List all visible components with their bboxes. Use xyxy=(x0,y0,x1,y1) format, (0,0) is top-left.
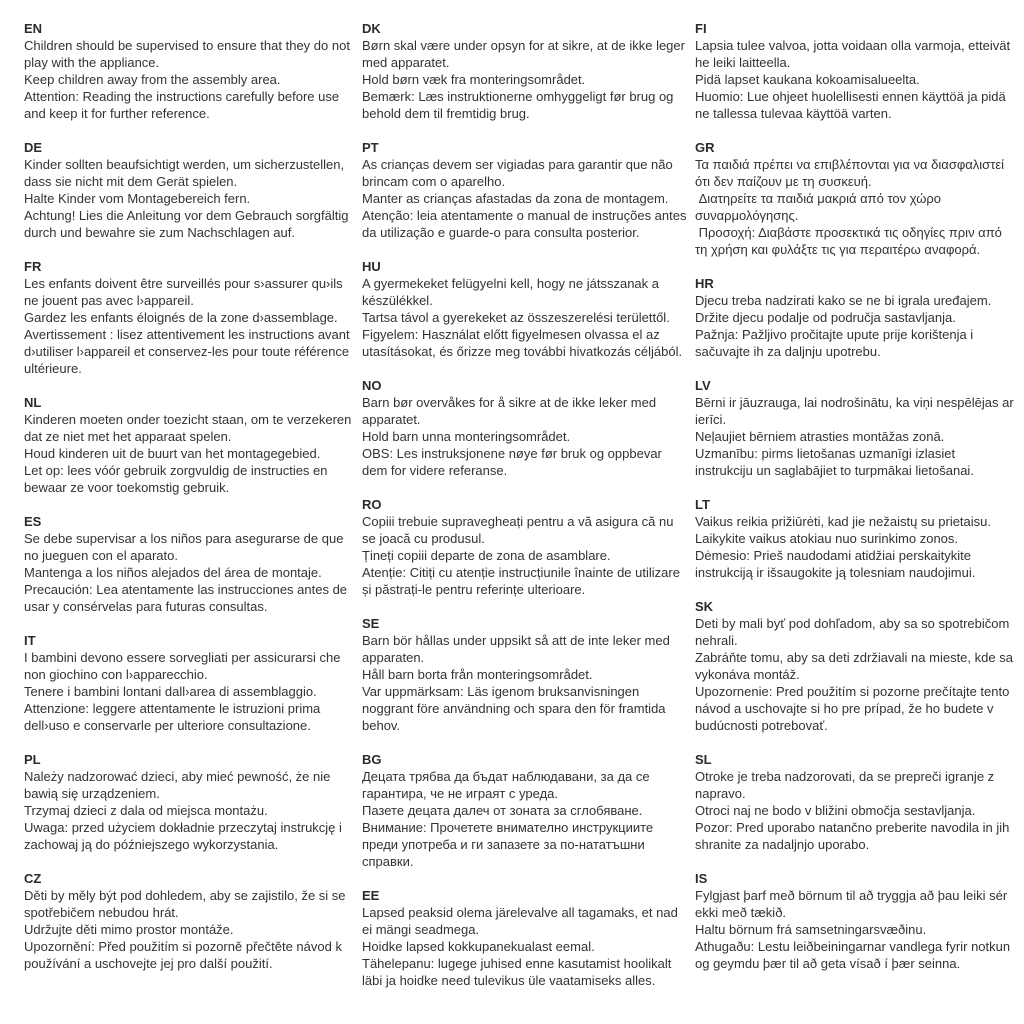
instruction-text: Zabráňte tomu, aby sa deti zdržiavali na mieste, kde sa vykonáva montáž. xyxy=(695,650,1017,682)
instruction-text: Barn bør overvåkes for å sikre at de ikke leker med apparatet. xyxy=(362,395,660,427)
instruction-text: Figyelem: Használat előtt figyelmesen olvassa el az utasításokat, és őrizze meg további hivatkozás céljából. xyxy=(362,327,683,359)
language-section-lt xyxy=(695,496,1016,581)
instruction-text: Пазете децата далеч от зоната за сглобяване. xyxy=(362,803,643,818)
text-column-1 xyxy=(24,20,362,1006)
instruction-text: Attenzione: leggere attentamente le istruzioni prima dell›uso e conservarle per ulteriore consultazione. xyxy=(24,701,324,733)
instruction-text: Mantenga a los niños alejados del área de montaje. xyxy=(24,565,322,580)
language-code-label: PL xyxy=(24,752,41,767)
instruction-text: Τα παιδιά πρέπει να επιβλέπονται για να διασφαλιστεί ότι δεν παίζουν με τη συσκευή. xyxy=(695,157,1008,189)
language-section-no xyxy=(362,377,687,479)
language-section-gr xyxy=(695,139,1016,258)
language-code-label: LT xyxy=(695,497,710,512)
instruction-text: Bemærk: Læs instruktionerne omhyggeligt før brug og behold dem til fremtidig brug. xyxy=(362,89,678,121)
text-column-2 xyxy=(362,20,695,1006)
language-code-label: CZ xyxy=(24,871,42,886)
language-code-label: ES xyxy=(24,514,42,529)
instruction-text: Udržujte děti mimo prostor montáže. xyxy=(24,922,234,937)
language-code-label: IT xyxy=(24,633,36,648)
instruction-text: Les enfants doivent être surveillés pour s›assurer qu›ils ne jouent pas avec l›appareil. xyxy=(24,276,347,308)
instruction-text: Keep children away from the assembly area. xyxy=(24,72,281,87)
language-code-label: RO xyxy=(362,497,382,512)
language-code-label: NO xyxy=(362,378,382,393)
instruction-text: Upozornění: Před použitím si pozorně přečtěte návod k používání a uschovejte jej pro další použití. xyxy=(24,939,346,971)
instruction-text: Pažnja: Pažljivo pročitajte upute prije korištenja i sačuvajte ih za daljnju upotrebu. xyxy=(695,327,977,359)
language-section-it xyxy=(24,632,352,734)
language-section-fr xyxy=(24,258,352,377)
instruction-text: Fylgjast þarf með börnum til að tryggja að þau leiki sér ekki með tækið. xyxy=(695,888,1011,920)
instruction-text: Należy nadzorować dzieci, aby mieć pewność, że nie bawią się urządzeniem. xyxy=(24,769,334,801)
language-code-label: FR xyxy=(24,259,42,274)
instruction-text: Achtung! Lies die Anleitung vor dem Gebrauch sorgfältig durch und bewahre sie zum Nachschlagen auf. xyxy=(24,208,353,240)
language-section-bg xyxy=(362,751,687,870)
instruction-text: Pidä lapset kaukana kokoamisalueelta. xyxy=(695,72,920,87)
instruction-text: Halte Kinder vom Montagebereich fern. xyxy=(24,191,251,206)
language-code-label: EE xyxy=(362,888,380,903)
instruction-text: As crianças devem ser vigiadas para garantir que não brincam com o aparelho. xyxy=(362,157,677,189)
language-section-sl xyxy=(695,751,1016,853)
language-section-hu xyxy=(362,258,687,360)
instruction-text: Dėmesio: Prieš naudodami atidžiai perskaitykite instrukciją ir išsaugokite ją tolesniam naudojimui. xyxy=(695,548,976,580)
instruction-text: Hold barn unna monteringsområdet. xyxy=(362,429,571,444)
instruction-text: Lapsia tulee valvoa, jotta voidaan olla varmoja, etteivät he leiki laitteella. xyxy=(695,38,1014,70)
instruction-text: Lapsed peaksid olema järelevalve all tagamaks, et nad ei mängi seadmega. xyxy=(362,905,682,937)
instruction-text: Διατηρείτε τα παιδιά μακριά από τον χώρο συναρμολόγησης. xyxy=(695,191,945,223)
language-section-se xyxy=(362,615,687,734)
instruction-text: Deti by mali byť pod dohľadom, aby sa so spotrebičom nehrali. xyxy=(695,616,1013,648)
language-code-label: FI xyxy=(695,21,707,36)
instruction-text: Se debe supervisar a los niños para asegurarse de que no jueguen con el aparato. xyxy=(24,531,348,563)
language-section-sk xyxy=(695,598,1016,734)
language-section-fi xyxy=(695,20,1016,122)
instruction-text: Laikykite vaikus atokiau nuo surinkimo zonos. xyxy=(695,531,959,546)
instruction-text: Otroke je treba nadzorovati, da se prepreči igranje z napravo. xyxy=(695,769,998,801)
instruction-text: Neļaujiet bērniem atrasties montāžas zonā. xyxy=(695,429,945,444)
instruction-text: Uwaga: przed użyciem dokładnie przeczytaj instrukcję i zachowaj ją do późniejszego wykorzystania. xyxy=(24,820,346,852)
language-section-nl xyxy=(24,394,355,496)
language-code-label: SK xyxy=(695,599,714,614)
language-section-is xyxy=(695,870,1016,972)
instruction-text: Tenere i bambini lontani dall›area di assemblaggio. xyxy=(24,684,317,699)
instruction-text: Attention: Reading the instructions carefully before use and keep it for further reference. xyxy=(24,89,343,121)
language-code-label: LV xyxy=(695,378,711,393)
instruction-text: Внимание: Прочетете внимателно инструкциите преди употреба и ги запазете за по-нататъшни справки. xyxy=(362,820,657,869)
language-section-dk xyxy=(362,20,687,122)
instruction-text: Haltu börnum frá samsetningarsvæðinu. xyxy=(695,922,927,937)
language-section-de xyxy=(24,139,352,241)
instruction-text: Barn bör hållas under uppsikt så att de inte leker med apparaten. xyxy=(362,633,674,665)
language-code-label: HR xyxy=(695,276,714,291)
language-code-label: EN xyxy=(24,21,43,36)
instruction-text: Kinderen moeten onder toezicht staan, om te verzekeren dat ze niet met het apparaat spelen. xyxy=(24,412,355,444)
instruction-text: A gyermekeket felügyelni kell, hogy ne játsszanak a készülékkel. xyxy=(362,276,663,308)
instruction-text: Upozornenie: Pred použitím si pozorne prečítajte tento návod a uschovajte si ho pre prípad, že ho budete v budúcnosti potrebovať. xyxy=(695,684,1013,733)
instruction-text: Børn skal være under opsyn for at sikre, at de ikke leger med apparatet. xyxy=(362,38,689,70)
instruction-text: Håll barn borta från monteringsområdet. xyxy=(362,667,593,682)
language-section-cz xyxy=(24,870,352,972)
instruction-text: Țineți copiii departe de zona de asamblare. xyxy=(362,548,611,563)
instruction-text: Vaikus reikia prižiūrėti, kad jie nežaistų su prietaisu. xyxy=(695,514,992,529)
language-section-pl xyxy=(24,751,352,853)
language-section-ro xyxy=(362,496,687,598)
instruction-text: Huomio: Lue ohjeet huolellisesti ennen käyttöä ja pidä ne tallessa tulevaa käyttöä varten. xyxy=(695,89,1010,121)
instruction-text: Atenție: Citiți cu atenție instrucțiunile înainte de utilizare și păstrați-le pentru referințe ulterioare. xyxy=(362,565,684,597)
instruction-text: Copiii trebuie supravegheați pentru a vă asigura că nu se joacă cu produsul. xyxy=(362,514,678,546)
language-code-label: SE xyxy=(362,616,380,631)
instruction-text: Trzymaj dzieci z dala od miejsca montażu. xyxy=(24,803,268,818)
language-section-hr xyxy=(695,275,1016,360)
language-section-ee xyxy=(362,887,687,989)
language-code-label: PT xyxy=(362,140,379,155)
instruction-text: Децата трябва да бъдат наблюдавани, за да се гарантира, че не играят с уреда. xyxy=(362,769,654,801)
instruction-text: Gardez les enfants éloignés de la zone d›assemblage. xyxy=(24,310,338,325)
instruction-text: Var uppmärksam: Läs igenom bruksanvisningen noggrant före användning och spara den för framtida behov. xyxy=(362,684,670,733)
instruction-text: Tartsa távol a gyerekeket az összeszerelési területtől. xyxy=(362,310,670,325)
instruction-text: Manter as crianças afastadas da zona de montagem. xyxy=(362,191,669,206)
instruction-text: Hoidke lapsed kokkupanekualast eemal. xyxy=(362,939,595,954)
instruction-text: OBS: Les instruksjonene nøye før bruk og oppbevar dem for videre referanse. xyxy=(362,446,666,478)
language-code-label: DK xyxy=(362,21,381,36)
instruction-text: Hold børn væk fra monteringsområdet. xyxy=(362,72,586,87)
instruction-text: Avertissement : lisez attentivement les instructions avant d›utiliser l›appareil et conservez-les pour toute référence ultérieure. xyxy=(24,327,354,376)
instruction-text: Atenção: leia atentamente o manual de instruções antes da utilização e guarde-o para consulta posterior. xyxy=(362,208,691,240)
instruction-text: I bambini devono essere sorvegliati per assicurarsi che non giochino con l›apparecchio. xyxy=(24,650,345,682)
instruction-text: Držite djecu podalje od područja sastavljanja. xyxy=(695,310,956,325)
instruction-text: Pozor: Pred uporabo natančno preberite navodila in jih shranite za nadaljnjo uporabo. xyxy=(695,820,1013,852)
language-section-pt xyxy=(362,139,691,241)
language-section-es xyxy=(24,513,352,615)
text-column-3 xyxy=(695,20,1024,1006)
instruction-text: Uzmanību: pirms lietošanas uzmanīgi izlasiet instrukciju un saglabājiet to turpmākai lietošanai. xyxy=(695,446,974,478)
language-code-label: BG xyxy=(362,752,382,767)
instruction-text: Děti by měly být pod dohledem, aby se zajistilo, že si se spotřebičem nebudou hrát. xyxy=(24,888,350,920)
language-code-label: GR xyxy=(695,140,715,155)
instruction-text: Djecu treba nadzirati kako se ne bi igrala uređajem. xyxy=(695,293,992,308)
language-section-lv xyxy=(695,377,1016,479)
instruction-text: Kinder sollten beaufsichtigt werden, um sicherzustellen, dass sie nicht mit dem Gerät spielen. xyxy=(24,157,348,189)
language-code-label: IS xyxy=(695,871,708,886)
language-code-label: DE xyxy=(24,140,43,155)
instruction-text: Children should be supervised to ensure that they do not play with the appliance. xyxy=(24,38,354,70)
language-code-label: HU xyxy=(362,259,381,274)
instruction-text: Bērni ir jāuzrauga, lai nodrošinātu, ka viņi nespēlējas ar ierīci. xyxy=(695,395,1018,427)
instruction-text: Προσοχή: Διαβάστε προσεκτικά τις οδηγίες πριν από τη χρήση και φυλάξτε τις για περαιτέρω αναφορά. xyxy=(695,225,1006,257)
instruction-text: Otroci naj ne bodo v bližini območja sestavljanja. xyxy=(695,803,976,818)
instruction-text: Athugaðu: Lestu leiðbeiningarnar vandlega fyrir notkun og geymdu þær til að geta vísað í þær seinna. xyxy=(695,939,1014,971)
instruction-text: Let op: lees vóór gebruik zorgvuldig de instructies en bewaar ze voor toekomstig gebruik. xyxy=(24,463,332,495)
instruction-text: Tähelepanu: lugege juhised enne kasutamist hoolikalt läbi ja hoidke need tulevikus üle vaatamiseks alles. xyxy=(362,956,675,988)
language-section-en xyxy=(24,20,352,122)
instruction-text: Houd kinderen uit de buurt van het montagegebied. xyxy=(24,446,321,461)
language-code-label: NL xyxy=(24,395,42,410)
language-code-label: SL xyxy=(695,752,712,767)
instruction-text: Precaución: Lea atentamente las instrucciones antes de usar y consérvelas para futuras consultas. xyxy=(24,582,351,614)
